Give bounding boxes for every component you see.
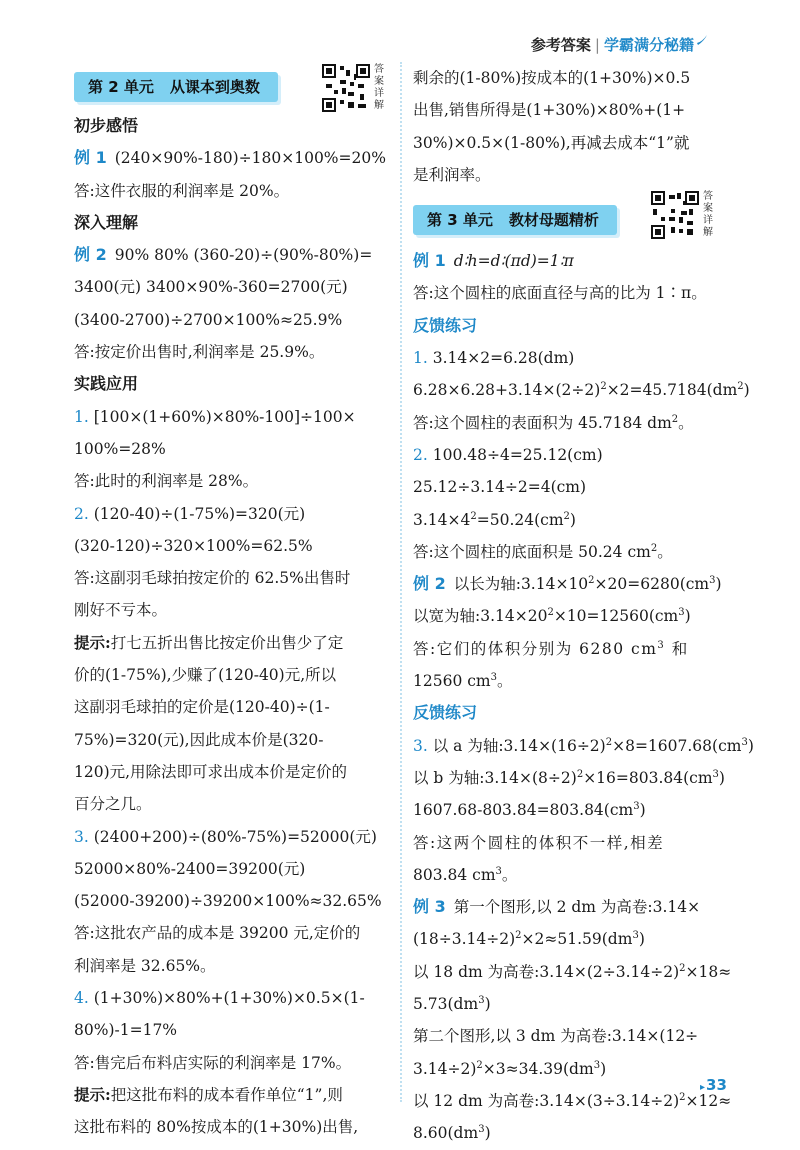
solution-line: $3.14\div 2)^2\times 3\approx 34.39(dm^3)$ bbox=[413, 1059, 607, 1078]
hint-line: 百分之几。 bbox=[74, 795, 152, 814]
solution-line: 以 12 dm 为高卷$:3.14\times(3\div 3.14\div 2)^2\times 12\approx$ bbox=[413, 1091, 732, 1110]
solution-line: 以 b 为轴$:3.14\times(8\div 2)^2\times 16=803.84(cm^3)$ bbox=[413, 768, 725, 787]
hint-line: 这批布料的 80%按成本的(1+30%)出售, bbox=[74, 1118, 359, 1137]
book-brand bbox=[531, 34, 708, 55]
solution-line: (52000-39200)÷39200×100%≈32.65% bbox=[74, 892, 382, 911]
solution-line: 以宽为轴$:3.14\times 20^2\times 10=12560(cm^3)$ bbox=[413, 607, 691, 626]
column-divider bbox=[400, 62, 402, 1102]
section-title: 反馈练习 bbox=[413, 315, 478, 335]
unit-2-banner bbox=[74, 62, 390, 111]
solution-line: 80%)-1=17% bbox=[74, 1021, 178, 1040]
unit-3-name: 教材母题精析 bbox=[508, 211, 599, 230]
example-2: 例 2 90% 80% (360-20)÷(90%-80%)= bbox=[74, 245, 373, 265]
page-header bbox=[0, 0, 800, 62]
problem-4: 4. (1+30%)×80%+(1+30%)×0.5×(1- bbox=[74, 989, 365, 1008]
solution-line: 100%=28% bbox=[74, 439, 166, 458]
problem-2: 2. (120-40)÷(1-75%)=320(元) bbox=[74, 504, 306, 523]
unit-2-title bbox=[74, 72, 278, 102]
answer-line: 12560 $cm^3$。 bbox=[413, 671, 513, 691]
answer-line: 答:这件衣服的利润率是 20%。 bbox=[74, 181, 290, 200]
answer-line: 答:此时的利润率是 28%。 bbox=[74, 472, 259, 491]
unit-3-banner bbox=[413, 191, 731, 241]
answer-line: 利润率是 32.65%。 bbox=[74, 956, 216, 975]
hint-line: 剩余的(1-80%)按成本的(1+30%)×0.5 bbox=[413, 69, 691, 87]
solution-line: $8.60(dm^3)$ bbox=[413, 1124, 491, 1143]
hint-line: 价的(1-75%),少赚了(120-40)元,所以 bbox=[74, 666, 337, 685]
unit-2-name: 从课本到奥数 bbox=[169, 78, 260, 96]
qr-code-icon[interactable] bbox=[322, 64, 370, 112]
solution-line: 以 18 dm 为高卷$:3.14\times(2\div 3.14\div 2)^2\times 18\approx$ bbox=[413, 962, 732, 981]
left-column bbox=[74, 62, 390, 1144]
hint-line: 出售,销售所得是(1+30%)×80%+(1+ bbox=[413, 101, 686, 120]
solution-line: $3.14\times 4^2=50.24(cm^2)$ bbox=[413, 510, 576, 529]
hint-line: 75%)=320(元),因此成本价是(320- bbox=[74, 730, 324, 749]
answer-line: 答:这批农产品的成本是 39200 元,定价的 bbox=[74, 924, 361, 943]
answer-line: 答:这两个圆柱的体积不一样,相差 bbox=[413, 833, 665, 852]
example-tag: 例 2 bbox=[74, 245, 107, 265]
solution-line: 第二个图形,以 3 dm 为高卷:3.14×(12÷ bbox=[413, 1027, 699, 1046]
unit-2-qr[interactable] bbox=[322, 64, 384, 126]
problem-3: 3. 以 a 为轴$:3.14\times(16\div 2)^2\times 8=1607.68(cm^3)$ bbox=[413, 736, 754, 755]
solution-line: $6.28\times 6.28+3.14\times(2\div 2)^2\times 2=45.7184(dm^2)$ bbox=[413, 381, 750, 400]
solution-line: $(18\div 3.14\div 2)^2\times 2\approx 51.59(dm^3)$ bbox=[413, 930, 645, 949]
answer-line: 刚好不亏本。 bbox=[74, 601, 168, 620]
solution-line: (320-120)÷320×100%=62.5% bbox=[74, 536, 313, 555]
answer-line: 答:这个圆柱的底面积是 50.24 $cm^2$。 bbox=[413, 542, 673, 561]
example-3: 例 3 第一个图形,以 2 dm 为高卷:3.14× bbox=[413, 897, 701, 917]
unit-2-label: 第 2 单元 bbox=[88, 78, 154, 96]
answer-line: 答:这个圆柱的底面直径与高的比为 1∶π。 bbox=[413, 284, 707, 303]
solution-line: (3400-2700)÷2700×100%≈25.9% bbox=[74, 310, 343, 329]
unit-3-label: 第 3 单元 bbox=[427, 211, 493, 230]
right-column bbox=[413, 62, 754, 1150]
example-1: 例 1 (240×90%-180)÷180×100%=20% bbox=[74, 148, 386, 168]
answer-line: 答:这副羽毛球拍按定价的 62.5%出售时 bbox=[74, 569, 351, 588]
problem-3: 3. (2400+200)÷(80%-75%)=52000(元) bbox=[74, 827, 377, 846]
solution-line: 3400(元) 3400×90%-360=2700(元) bbox=[74, 278, 348, 297]
problem-2: 2. 100.48÷4=25.12(cm) bbox=[413, 445, 603, 464]
answer-line: 答:这个圆柱的表面积为 45.7184 $dm^2$。 bbox=[413, 413, 694, 432]
hint-block: 提示:把这批布料的成本看作单位“1”,则 bbox=[74, 1084, 343, 1104]
hint-line: 30%)×0.5×(1-80%),再减去成本“1”就 bbox=[413, 133, 690, 152]
brand-subtitle: 学霸满分秘籍 bbox=[603, 36, 694, 54]
section-title: 反馈练习 bbox=[413, 703, 478, 723]
answer-line: 答:售完后布料店实际的利润率是 17%。 bbox=[74, 1053, 352, 1072]
problem-1: 1. [100×(1+60%)×80%-100]÷100× bbox=[74, 407, 356, 426]
qr-code-icon[interactable] bbox=[651, 191, 699, 239]
answer-line: 答:按定价出售时,利润率是 25.9%。 bbox=[74, 343, 325, 362]
brand-title: 参考答案 bbox=[530, 36, 591, 54]
unit-3-qr[interactable] bbox=[651, 191, 713, 253]
example-tag: 例 3 bbox=[413, 897, 446, 917]
problem-1: 1. 3.14×2=6.28(dm) bbox=[413, 349, 575, 368]
section-title: 实践应用 bbox=[74, 374, 139, 394]
unit-3-title bbox=[413, 205, 617, 235]
page-number: ▸33 bbox=[700, 1076, 727, 1094]
solution-line: 25.12÷3.14÷2=4(cm) bbox=[413, 478, 587, 497]
solution-line: $1607.68-803.84=803.84(cm^3)$ bbox=[413, 801, 646, 820]
brand-separator: | bbox=[594, 36, 600, 54]
hint-line: 120)元,用除法即可求出成本价是定价的 bbox=[74, 762, 348, 781]
section-title: 初步感悟 bbox=[74, 116, 139, 135]
brand-swoosh-icon bbox=[696, 34, 708, 46]
answer-line: 803.84 $cm^3$。 bbox=[413, 865, 518, 884]
qr-caption: 答 案 详 解 bbox=[703, 191, 713, 239]
section-title: 深入理解 bbox=[74, 212, 139, 232]
hint-line: 是利润率。 bbox=[413, 165, 491, 184]
example-tag: 例 1 bbox=[413, 251, 446, 271]
answer-line: 答:它们的体积分别为 6280 $cm^3$ 和 bbox=[413, 639, 689, 658]
example-tag: 例 1 bbox=[74, 148, 107, 168]
page-arrow-icon: ▸ bbox=[700, 1082, 706, 1093]
example-2: 例 2 以长为轴$:3.14\times 10^2\times 20=6280(cm^3)$ bbox=[413, 574, 722, 594]
solution-line: 52000×80%-2400=39200(元) bbox=[74, 859, 306, 878]
solution-line: $5.73(dm^3)$ bbox=[413, 994, 491, 1014]
qr-caption: 答 案 详 解 bbox=[374, 64, 384, 111]
example-tag: 例 2 bbox=[413, 574, 446, 594]
hint-line: 这副羽毛球拍的定价是(120-40)÷(1- bbox=[74, 698, 330, 717]
example-1: 例 1 d∶h=d∶(πd)=1∶π bbox=[413, 251, 574, 271]
hint-block: 提示:打七五折出售比按定价出售少了定 bbox=[74, 632, 344, 652]
